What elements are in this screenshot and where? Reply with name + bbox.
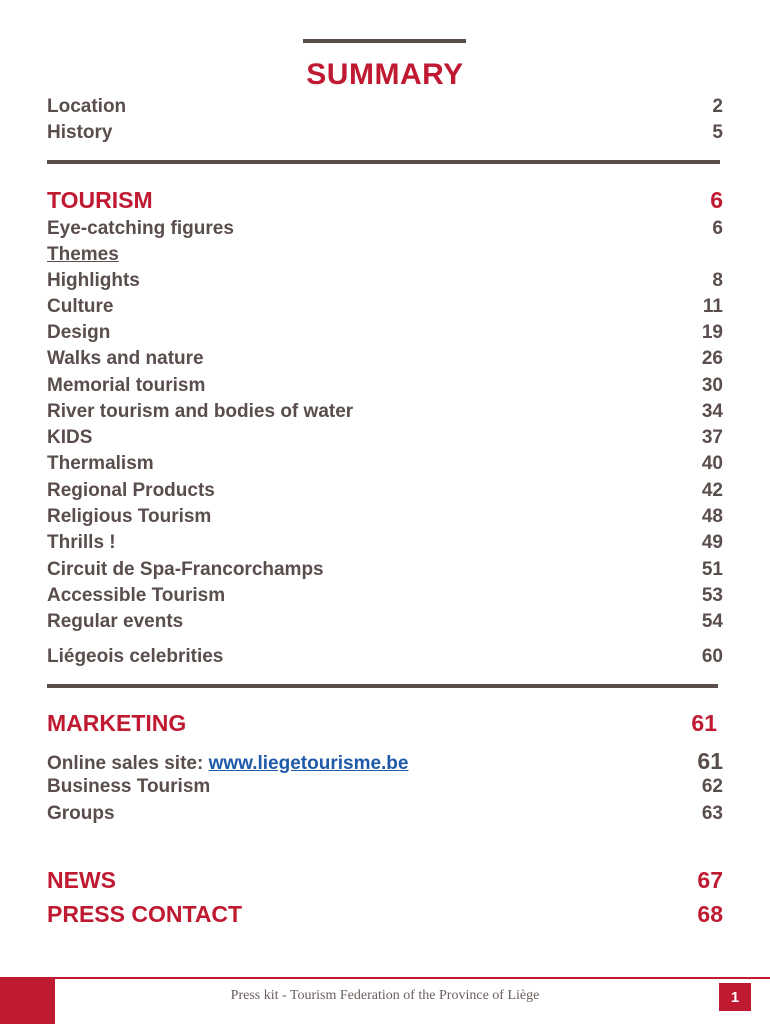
toc-page: 53 — [701, 585, 723, 606]
toc-entry[interactable] — [47, 803, 723, 825]
toc-entry[interactable] — [47, 506, 723, 528]
section-heading: PRESS CONTACT — [47, 901, 243, 927]
toc-entry[interactable] — [47, 401, 723, 423]
toc-page: 60 — [701, 646, 723, 667]
toc-entry[interactable] — [47, 322, 723, 344]
toc-label: Regional Products — [47, 480, 215, 501]
toc-entry[interactable] — [47, 427, 723, 449]
toc-page: 19 — [701, 322, 723, 343]
toc-label: Accessible Tourism — [47, 585, 226, 606]
toc-label: Thrills ! — [47, 532, 116, 553]
toc-page: 51 — [701, 559, 723, 580]
online-sales-prefix: Online sales site: — [47, 753, 209, 774]
toc-section-news[interactable] — [47, 867, 723, 894]
toc-label: Eye-catching figures — [47, 218, 234, 239]
toc-label: Groups — [47, 803, 115, 824]
toc-page: 30 — [701, 375, 723, 396]
toc-label — [47, 753, 408, 775]
toc-page: 49 — [701, 532, 723, 553]
section-heading: NEWS — [47, 867, 116, 893]
section-divider — [47, 684, 718, 688]
toc-page: 2 — [712, 96, 723, 117]
toc-section-marketing[interactable] — [47, 710, 717, 737]
toc-page: 48 — [701, 506, 723, 527]
toc-page: 5 — [712, 122, 723, 143]
section-page: 6 — [710, 187, 723, 213]
toc-section-press-contact[interactable] — [47, 901, 723, 928]
toc-label: Memorial tourism — [47, 375, 206, 396]
toc-page: 40 — [701, 453, 723, 474]
toc-entry[interactable] — [47, 776, 723, 798]
toc-entry-location[interactable] — [47, 96, 723, 118]
toc-page: 8 — [712, 270, 723, 291]
toc-entry[interactable] — [47, 296, 723, 318]
toc-label: Business Tourism — [47, 776, 211, 797]
section-heading: TOURISM — [47, 187, 153, 213]
section-page: 67 — [697, 867, 723, 893]
section-heading: MARKETING — [47, 710, 187, 736]
toc-page: 34 — [701, 401, 723, 422]
top-rule — [303, 39, 466, 43]
section-page: 68 — [697, 901, 723, 927]
toc-label: Highlights — [47, 270, 140, 291]
toc-entry-history[interactable] — [47, 122, 723, 144]
toc-label: Culture — [47, 296, 114, 317]
footer-text: Press kit - Tourism Federation of the Province of Liège — [230, 988, 540, 1003]
toc-page: 26 — [701, 348, 723, 369]
page-title: SUMMARY — [306, 58, 464, 91]
toc-page: 62 — [701, 776, 723, 797]
toc-page: 37 — [701, 427, 723, 448]
toc-entry-online-sales[interactable] — [47, 748, 723, 775]
toc-label: KIDS — [47, 427, 93, 448]
toc-entry[interactable] — [47, 348, 723, 370]
toc-label: Design — [47, 322, 111, 343]
toc-label: Religious Tourism — [47, 506, 212, 527]
toc-label: River tourism and bodies of water — [47, 401, 354, 422]
toc-label: Circuit de Spa-Francorchamps — [47, 559, 324, 580]
toc-entry[interactable] — [47, 585, 723, 607]
toc-entry[interactable] — [47, 270, 723, 292]
footer-rule — [0, 977, 770, 979]
toc-page: 54 — [701, 611, 723, 632]
toc-label: History — [47, 122, 113, 143]
toc-page: 11 — [702, 296, 723, 317]
toc-page: 61 — [697, 748, 723, 774]
toc-label: Location — [47, 96, 127, 117]
toc-entry[interactable] — [47, 646, 723, 668]
toc-entry[interactable] — [47, 480, 723, 502]
page-number: 1 — [719, 983, 751, 1011]
section-divider — [47, 160, 720, 164]
toc-label: Liégeois celebrities — [47, 646, 224, 667]
toc-entry[interactable] — [47, 611, 723, 633]
toc-page: 63 — [701, 803, 723, 824]
section-page: 61 — [691, 710, 717, 736]
toc-page: 42 — [701, 480, 723, 501]
online-sales-link[interactable]: www.liegetourisme.be — [208, 753, 409, 774]
toc-entry[interactable] — [47, 559, 723, 581]
toc-entry-themes[interactable] — [47, 244, 723, 266]
toc-label: Regular events — [47, 611, 184, 632]
toc-page: 6 — [712, 218, 723, 239]
toc-entry[interactable] — [47, 375, 723, 397]
toc-label: Thermalism — [47, 453, 154, 474]
toc-entry[interactable] — [47, 532, 723, 554]
toc-section-tourism[interactable] — [47, 187, 723, 214]
toc-entry[interactable] — [47, 453, 723, 475]
toc-entry[interactable] — [47, 218, 723, 240]
toc-label: Walks and nature — [47, 348, 204, 369]
toc-label: Themes — [47, 244, 119, 265]
